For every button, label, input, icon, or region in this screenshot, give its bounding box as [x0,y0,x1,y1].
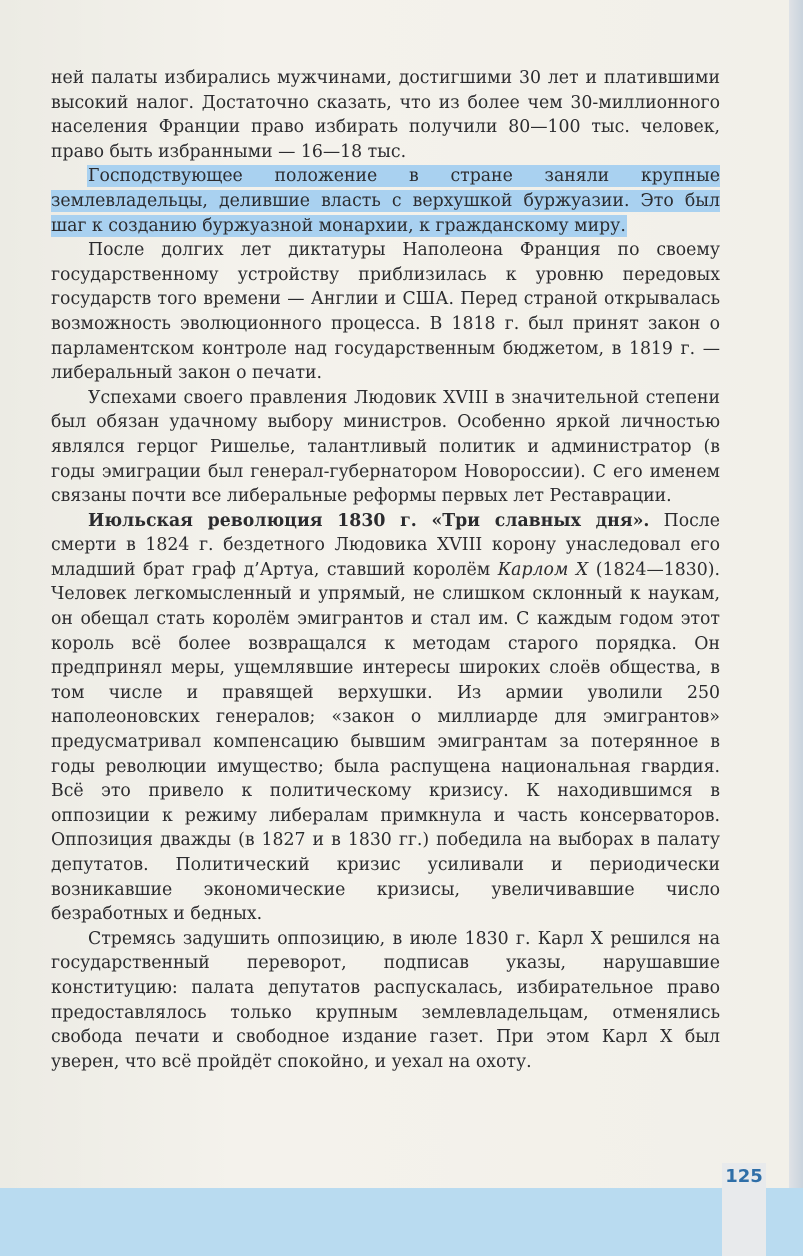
page-edge [789,0,803,1256]
page-number: 125 [725,1166,763,1187]
highlight-selection[interactable]: Господствующее положение в стране заняли крупные землевладельцы, делившие власть с верхушкой буржуазии. Это был шаг к созданию буржуазной монархии, к гражданскому миру. [51,166,720,236]
paragraph-5 [51,509,720,927]
paragraph-1: ней палаты избирались мужчинами, достигшими 30 лет и платившими высокий налог. Достаточно сказать, что из более чем 30-миллионного населения Франции право избирать получили 80—100 тыс. человек, право быть избранными — 16—18 тыс. [51,68,720,162]
section-heading: Июльская революция 1830 г. «Три славных дня». [88,510,650,531]
main-text [51,66,720,1074]
king-name: Карлом X [497,559,589,580]
paragraph-5-text-a: После смерти в 1824 г. бездетного Людовика XVIII корону унаследовал его младший брат граф д’Артуа, ставший королём [51,510,720,580]
paragraph-3: После долгих лет диктатуры Наполеона Франция по своему государственному устройству приблизилась к уровню передовых государств того времени — Англии и США. Перед страной открывалась возможность эволюционного процесса. В 1818 г. был принят закон о парламентском контроле над государственным бюджетом, в 1819 г. — либеральный закон о печати. [51,240,720,384]
bottom-band [0,1188,803,1256]
paragraph-6: Стремясь задушить оппозицию, в июле 1830 г. Карл X решился на государственный переворот, подписав указы, нарушавшие конституцию: палата депутатов распускалась, избирательное право предоставлялось только крупным землевладельцам, отменялись свобода печати и свободное издание газет. При этом Карл X был уверен, что всё пройдёт спокойно, и уехал на охоту. [51,928,720,1072]
paragraph-2-highlighted [51,164,720,238]
paragraph-4: Успехами своего правления Людовик XVIII в значительной степени был обязан удачному выбору министров. Особенно яркой личностью являлся герцог Ришелье, талантливый политик и администратор (в годы эмиграции был генерал-губернатором Новороссии). С его именем связаны почти все либеральные реформы первых лет Реставрации. [51,387,720,507]
paragraph-5-text-b: (1824—1830). Человек легкомысленный и упрямый, не слишком склонный к наукам, он обещал стать королём эмигрантов и стал им. С каждым годом этот король всё более возвращался к методам старого порядка. Он предпринял меры, ущемлявшие интересы широких слоёв общества, в том числе и правящей верхушки. Из армии уволили 250 наполеоновских генералов; «закон о миллиарде для эмигрантов» предусматривал компенсацию бывшим эмигрантам за потерянное в годы революции имущество; была распущена национальная гвардия. Всё это привело к политическому кризису. К находившимся в оппозиции к режиму либералам примкнула и часть консерваторов. Оппозиция дважды (в 1827 и в 1830 гг.) победила на выборах в палату депутатов. Политический кризис усиливали и периодически возникавшие экономические кризисы, увеличивавшие число безработных и бедных. [51,559,720,925]
